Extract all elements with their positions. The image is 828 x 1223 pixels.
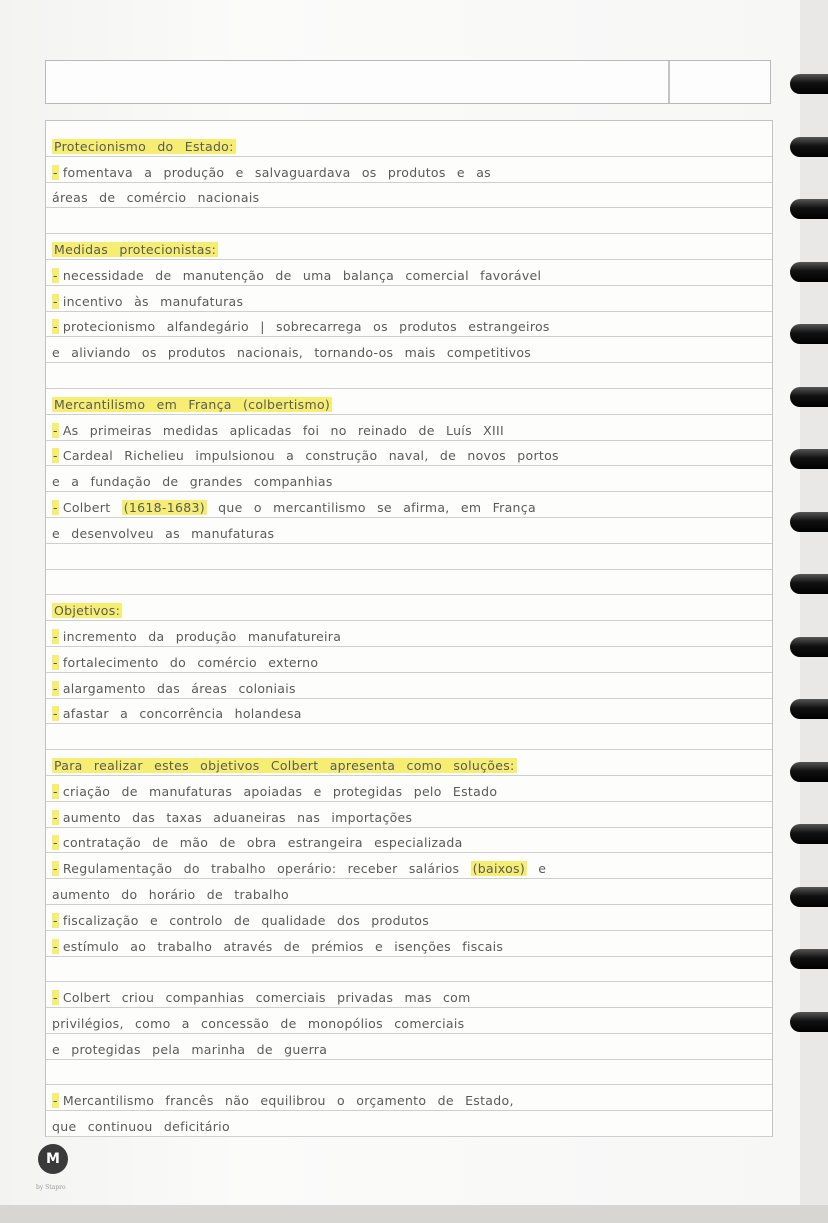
note-text: e <box>527 861 547 877</box>
header-divider <box>668 61 670 103</box>
note-text: contratação de mão de obra estrangeira especializada <box>62 835 463 851</box>
binder-ring <box>790 512 828 532</box>
note-line <box>46 982 772 1008</box>
note-text: e desenvolveu as manufaturas <box>52 525 275 541</box>
note-text: criação de manufaturas apoiadas e protegidas pelo Estado <box>62 783 498 799</box>
note-line <box>46 1034 772 1060</box>
empty-line <box>46 1060 772 1086</box>
note-line <box>46 699 772 725</box>
note-line <box>46 621 772 647</box>
note-line <box>46 466 772 492</box>
binder-ring <box>790 637 828 657</box>
bullet-dash: - <box>53 319 58 335</box>
note-text: As primeiras medidas aplicadas foi no reinado de Luís XIII <box>62 422 504 438</box>
bullet-dash: - <box>53 499 58 515</box>
binder-ring <box>790 324 828 344</box>
note-text: privilégios, como a concessão de monopólios comerciais <box>52 1015 465 1031</box>
note-line <box>46 157 772 183</box>
note-line <box>46 1008 772 1034</box>
note-line <box>46 776 772 802</box>
bullet-dash: - <box>53 861 58 877</box>
note-text: áreas de comércio nacionais <box>52 190 260 206</box>
highlighted-text: (baixos) <box>472 861 526 877</box>
note-text: Colbert criou companhias comerciais privadas mas com <box>62 990 471 1006</box>
note-text: Regulamentação do trabalho operário: receber salários <box>62 861 471 877</box>
empty-line <box>46 724 772 750</box>
note-text: que o mercantilismo se afirma, em França <box>206 499 536 515</box>
note-line <box>46 234 772 260</box>
binder-ring <box>790 137 828 157</box>
note-line <box>46 905 772 931</box>
binder-ring <box>790 1012 828 1032</box>
bullet-dash: - <box>53 835 58 851</box>
empty-line <box>46 363 772 389</box>
bullet-dash: - <box>53 809 58 825</box>
note-line <box>46 1085 772 1111</box>
note-line <box>46 802 772 828</box>
note-line <box>46 415 772 441</box>
note-text: fiscalização e controlo de qualidade dos produtos <box>62 912 430 928</box>
note-text: e protegidas pela marinha de guerra <box>52 1041 328 1057</box>
note-text: que continuou deficitário <box>52 1119 230 1135</box>
bullet-dash: - <box>53 164 58 180</box>
note-line <box>46 337 772 363</box>
binder-ring <box>790 887 828 907</box>
note-text: aumento do horário de trabalho <box>52 886 289 902</box>
highlighted-text: Medidas protecionistas: <box>54 241 217 257</box>
note-line <box>46 673 772 699</box>
note-line <box>46 492 772 518</box>
page-header-box <box>45 60 771 104</box>
note-line <box>46 518 772 544</box>
empty-line <box>46 957 772 983</box>
bullet-dash: - <box>53 654 58 670</box>
note-line <box>46 260 772 286</box>
note-text: Colbert <box>62 499 122 515</box>
binder-ring <box>790 949 828 969</box>
bullet-dash: - <box>53 680 58 696</box>
binder-ring <box>790 449 828 469</box>
binder-ring <box>790 824 828 844</box>
bullet-dash: - <box>53 422 58 438</box>
ruled-notes-area <box>45 120 773 1137</box>
bullet-dash: - <box>53 938 58 954</box>
note-text: e a fundação de grandes companhias <box>52 474 333 490</box>
highlighted-text: Protecionismo do Estado: <box>54 138 234 154</box>
empty-line <box>46 208 772 234</box>
note-text: Mercantilismo francês não equilibrou o orçamento de Estado, <box>62 1093 514 1109</box>
bullet-dash: - <box>53 1093 58 1109</box>
note-text: aumento das taxas aduaneiras nas importações <box>62 809 413 825</box>
bullet-dash: - <box>53 267 58 283</box>
note-line <box>46 750 772 776</box>
bullet-dash: - <box>53 912 58 928</box>
note-line <box>46 828 772 854</box>
binder-ring <box>790 762 828 782</box>
brand-logo: M <box>38 1144 68 1174</box>
note-text: estímulo ao trabalho através de prémios e isenções fiscais <box>62 938 504 954</box>
note-line <box>46 183 772 209</box>
binder-ring <box>790 699 828 719</box>
brand-caption: by Stapro <box>36 1184 66 1191</box>
empty-line <box>46 544 772 570</box>
bullet-dash: - <box>53 990 58 1006</box>
note-text: afastar a concorrência holandesa <box>62 706 302 722</box>
bullet-dash: - <box>53 448 58 464</box>
note-line <box>46 312 772 338</box>
bullet-dash: - <box>53 706 58 722</box>
note-text: fortalecimento do comércio externo <box>62 654 319 670</box>
note-line <box>46 853 772 879</box>
bullet-dash: - <box>53 783 58 799</box>
note-text: necessidade de manutenção de uma balança comercial favorável <box>62 267 542 283</box>
note-text: e aliviando os produtos nacionais, tornando-os mais competitivos <box>52 345 532 361</box>
binder-ring <box>790 387 828 407</box>
note-lines <box>46 131 772 1137</box>
note-line <box>46 286 772 312</box>
note-line <box>46 131 772 157</box>
note-line <box>46 595 772 621</box>
note-line <box>46 1111 772 1137</box>
highlighted-text: Mercantilismo em França (colbertismo) <box>54 396 331 412</box>
page-bottom-edge <box>0 1205 828 1223</box>
note-line <box>46 647 772 673</box>
note-text: fomentava a produção e salvaguardava os produtos e as <box>62 164 491 180</box>
binder-ring <box>790 199 828 219</box>
note-text: protecionismo alfandegário | sobrecarrega os produtos estrangeiros <box>62 319 550 335</box>
note-text: alargamento das áreas coloniais <box>62 680 296 696</box>
note-text: incentivo às manufaturas <box>62 293 244 309</box>
binder-ring <box>790 74 828 94</box>
note-text: Cardeal Richelieu impulsionou a construção naval, de novos portos <box>62 448 559 464</box>
bullet-dash: - <box>53 293 58 309</box>
empty-line <box>46 570 772 596</box>
highlighted-text: (1618-1683) <box>123 499 205 515</box>
bullet-dash: - <box>53 628 58 644</box>
note-line <box>46 389 772 415</box>
highlighted-text: Para realizar estes objetivos Colbert apresenta como soluções: <box>54 757 515 773</box>
note-text: incremento da produção manufatureira <box>62 628 342 644</box>
note-line <box>46 879 772 905</box>
note-line <box>46 441 772 467</box>
binder-ring <box>790 574 828 594</box>
binder-ring <box>790 262 828 282</box>
note-line <box>46 931 772 957</box>
highlighted-text: Objetivos: <box>54 603 121 619</box>
